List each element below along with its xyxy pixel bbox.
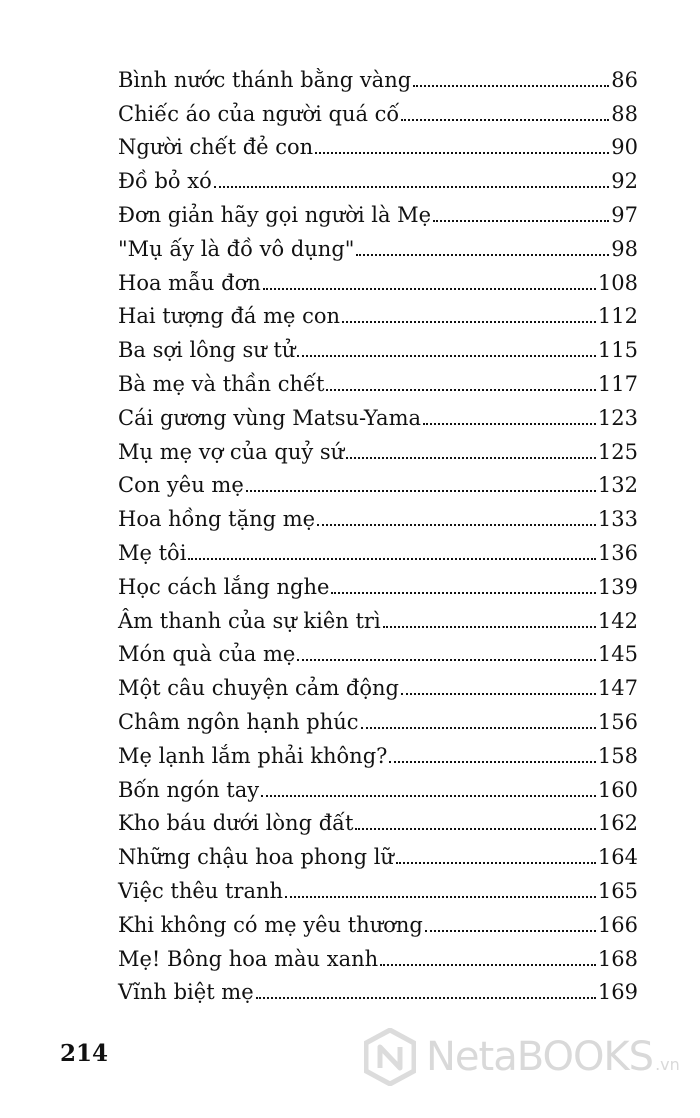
toc-entry-title: Hai tượng đá mẹ con	[118, 304, 341, 329]
toc-entry	[118, 936, 638, 970]
toc-entry-page: 139	[597, 574, 638, 599]
toc-entry	[118, 699, 638, 733]
dot-leader	[315, 151, 609, 154]
dot-leader	[401, 118, 609, 121]
page-number: 214	[60, 1040, 109, 1067]
toc-entry	[118, 530, 638, 564]
toc-entry-page: 108	[597, 270, 638, 295]
toc-entry	[118, 564, 638, 598]
toc-entry	[118, 361, 638, 395]
dot-leader	[356, 253, 609, 256]
toc-entry-page: 90	[611, 135, 638, 160]
toc-entry-title: Ba sợi lông sư tử	[118, 338, 296, 363]
toc-entry	[118, 767, 638, 801]
toc-entry-page: 123	[597, 405, 638, 430]
toc-entry	[118, 294, 638, 328]
toc-entry-title: Đơn giản hãy gọi người là Mẹ	[118, 202, 432, 227]
toc-entry-page: 112	[597, 304, 638, 329]
table-of-contents	[118, 57, 638, 1003]
toc-entry	[118, 801, 638, 835]
toc-entry-page: 169	[597, 980, 638, 1005]
dot-leader	[246, 489, 596, 492]
toc-entry-page: 147	[597, 676, 638, 701]
toc-entry	[118, 91, 638, 125]
toc-entry	[118, 463, 638, 497]
watermark	[364, 1028, 680, 1086]
netabooks-logo-icon	[364, 1028, 416, 1086]
toc-entry	[118, 665, 638, 699]
toc-entry-title: Mẹ! Bông hoa màu xanh	[118, 946, 379, 971]
dot-leader	[425, 929, 596, 932]
watermark-text: NetaBOOKS	[426, 1034, 654, 1080]
toc-entry	[118, 902, 638, 936]
toc-entry-title: Những chậu hoa phong lữ	[118, 845, 394, 870]
toc-entry	[118, 57, 638, 91]
toc-entry-page: 156	[597, 709, 638, 734]
toc-entry-title: Vĩnh biệt mẹ	[118, 980, 254, 1005]
toc-entry-title: Một câu chuyện cảm động	[118, 676, 399, 701]
dot-leader	[355, 827, 595, 830]
dot-leader	[396, 861, 596, 864]
toc-entry-page: 166	[597, 912, 638, 937]
dot-leader	[317, 523, 596, 526]
toc-entry-page: 88	[611, 101, 638, 126]
toc-entry-page: 165	[597, 878, 638, 903]
toc-entry-page: 117	[597, 371, 638, 396]
toc-entry-title: Mẹ lạnh lắm phải không?	[118, 743, 388, 768]
toc-entry	[118, 192, 638, 226]
toc-entry-page: 97	[611, 202, 638, 227]
toc-entry-title: Món quà của mẹ	[118, 642, 296, 667]
dot-leader	[380, 963, 596, 966]
toc-entry-page: 133	[597, 507, 638, 532]
toc-entry-page: 145	[597, 642, 638, 667]
toc-entry-title: Đồ bỏ xó	[118, 169, 212, 194]
dot-leader	[413, 84, 609, 87]
dot-leader	[433, 219, 609, 222]
dot-leader	[342, 320, 596, 323]
dot-leader	[361, 726, 596, 729]
toc-entry-title: Mụ mẹ vợ của quỷ sứ	[118, 439, 345, 464]
toc-entry-page: 142	[597, 608, 638, 633]
toc-entry-page: 92	[611, 169, 638, 194]
toc-entry	[118, 970, 638, 1004]
toc-entry-title: Chiếc áo của người quá cố	[118, 101, 400, 126]
dot-leader	[188, 557, 596, 560]
dot-leader	[401, 692, 596, 695]
toc-entry	[118, 395, 638, 429]
toc-entry-title: Bà mẹ và thần chết	[118, 371, 325, 396]
toc-entry	[118, 226, 638, 260]
dot-leader	[383, 625, 596, 628]
toc-entry	[118, 260, 638, 294]
dot-leader	[326, 388, 596, 391]
toc-entry-title: Bình nước thánh bằng vàng	[118, 67, 412, 92]
toc-entry-title: Con yêu mẹ	[118, 473, 244, 498]
toc-entry	[118, 158, 638, 192]
toc-entry-title: Âm thanh của sự kiên trì	[118, 608, 381, 633]
dot-leader	[423, 422, 596, 425]
toc-entry-title: Học cách lắng nghe	[118, 574, 330, 599]
toc-entry-page: 168	[597, 946, 638, 971]
toc-entry-title: "Mụ ấy là đồ vô dụng"	[118, 236, 355, 261]
toc-entry-title: Bốn ngón tay	[118, 777, 260, 802]
toc-entry	[118, 429, 638, 463]
dot-leader	[214, 185, 610, 188]
toc-entry-page: 125	[597, 439, 638, 464]
toc-entry-title: Khi không có mẹ yêu thương	[118, 912, 423, 937]
toc-entry-title: Hoa mẫu đơn	[118, 270, 261, 295]
dot-leader	[285, 895, 596, 898]
toc-entry-page: 164	[597, 845, 638, 870]
dot-leader	[256, 996, 596, 999]
toc-entry	[118, 632, 638, 666]
toc-entry-title: Việc thêu tranh	[118, 878, 284, 903]
toc-entry	[118, 496, 638, 530]
toc-entry-page: 86	[611, 67, 638, 92]
toc-entry-page: 115	[597, 338, 638, 363]
toc-entry	[118, 125, 638, 159]
dot-leader	[297, 658, 596, 661]
watermark-suffix: .vn	[655, 1054, 680, 1074]
toc-entry-title: Hoa hồng tặng mẹ	[118, 507, 316, 532]
toc-entry-page: 136	[597, 540, 638, 565]
toc-entry-page: 132	[597, 473, 638, 498]
dot-leader	[263, 287, 596, 290]
toc-entry-title: Châm ngôn hạnh phúc	[118, 709, 359, 734]
toc-entry-title: Kho báu dưới lòng đất	[118, 811, 354, 836]
dot-leader	[331, 591, 595, 594]
toc-entry	[118, 834, 638, 868]
toc-entry	[118, 733, 638, 767]
toc-entry-page: 160	[597, 777, 638, 802]
dot-leader	[389, 760, 596, 763]
toc-entry-page: 162	[597, 811, 638, 836]
dot-leader	[297, 354, 596, 357]
toc-entry-title: Người chết đẻ con	[118, 135, 314, 160]
toc-entry-title: Cái gương vùng Matsu-Yama	[118, 405, 422, 430]
toc-entry	[118, 868, 638, 902]
dot-leader	[346, 456, 596, 459]
toc-entry	[118, 598, 638, 632]
dot-leader	[261, 794, 596, 797]
toc-entry	[118, 327, 638, 361]
toc-entry-page: 98	[611, 236, 638, 261]
toc-entry-page: 158	[597, 743, 638, 768]
toc-entry-title: Mẹ tôi	[118, 540, 187, 565]
